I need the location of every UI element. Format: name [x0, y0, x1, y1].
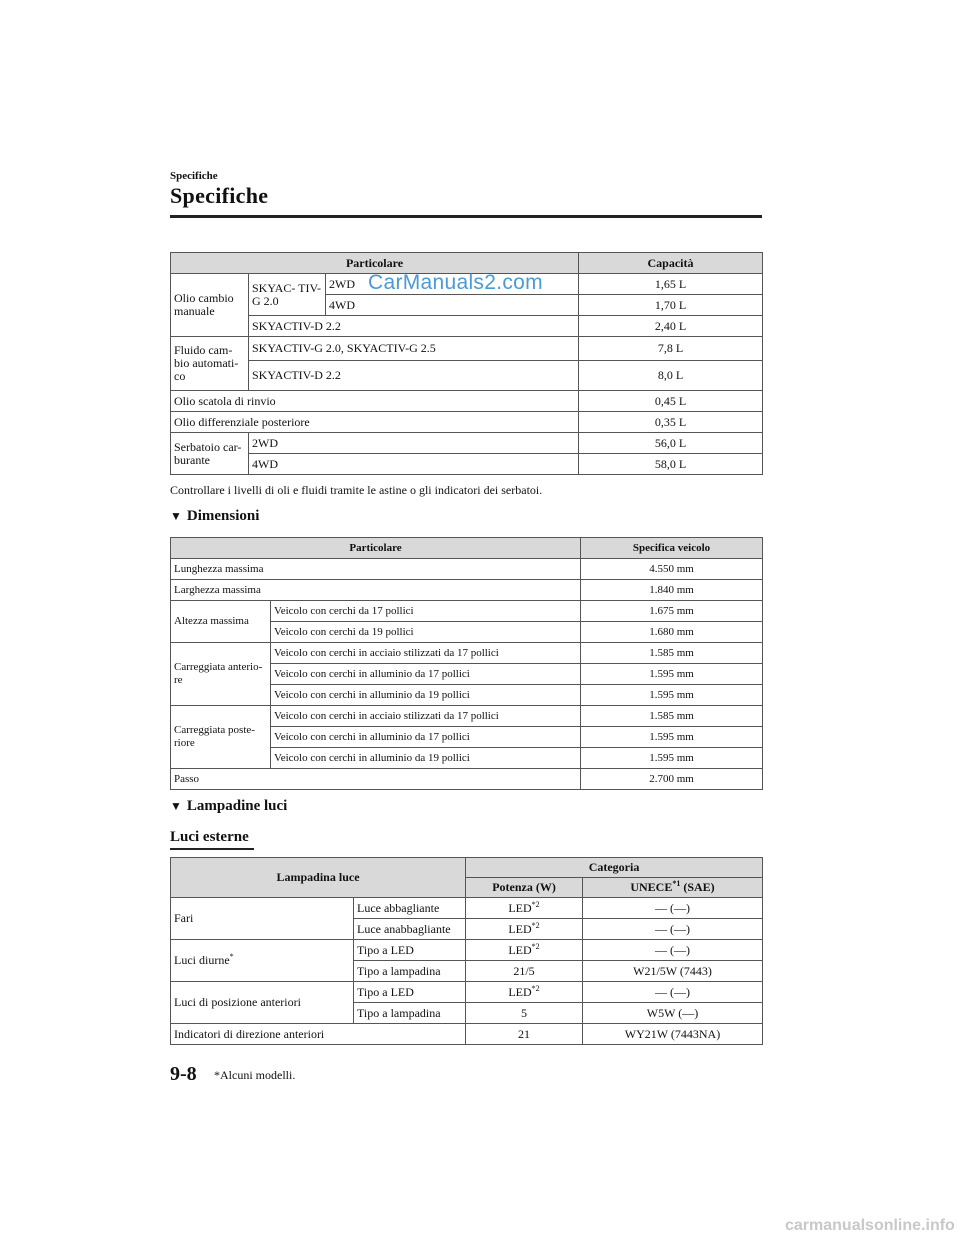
dimension-value: 1.595 mm	[581, 664, 763, 685]
table-row	[171, 412, 763, 433]
capacity-value: 1,70 L	[579, 295, 763, 316]
dimension-desc: Veicolo con cerchi in acciaio stilizzati da 17 pollici	[271, 643, 581, 664]
footnote-mark: *	[229, 952, 234, 961]
dimension-value: 1.585 mm	[581, 706, 763, 727]
fluids-note: Controllare i livelli di oli e fluidi tramite le astine o gli indicatori dei serbatoi.	[170, 483, 543, 497]
engine-label: SKYACTIV-D 2.2	[249, 316, 579, 337]
table-header-row	[171, 538, 763, 559]
table-row	[171, 940, 763, 961]
bulb-type: Tipo a lampadina	[354, 961, 466, 982]
table-row	[171, 316, 763, 337]
bulbs-heading	[170, 798, 287, 815]
bulb-power: 21	[466, 1024, 583, 1045]
dimension-desc: Veicolo con cerchi in alluminio da 17 pollici	[271, 727, 581, 748]
dimension-value: 1.840 mm	[581, 580, 763, 601]
dimension-value: 1.675 mm	[581, 601, 763, 622]
unece-label: UNECE	[630, 880, 673, 894]
dimension-desc: Veicolo con cerchi in alluminio da 17 pollici	[271, 664, 581, 685]
footnote-mark: *2	[531, 920, 540, 930]
table-row	[171, 580, 763, 601]
bulb-unece: — (—)	[583, 898, 763, 919]
dimensions-table	[170, 537, 763, 790]
table-row	[171, 643, 763, 664]
table-row	[171, 361, 763, 391]
exterior-lights-subheading: Luci esterne	[170, 829, 249, 845]
dimension-desc: Veicolo con cerchi in alluminio da 19 pollici	[271, 748, 581, 769]
footnote-mark: *2	[531, 899, 540, 909]
drive-label: 4WD	[326, 295, 579, 316]
header-unece	[583, 878, 763, 898]
dimensions-heading-text: Dimensioni	[186, 508, 260, 524]
title-divider	[170, 215, 762, 218]
engine-label: SKYAC- TIV-G 2.0	[249, 274, 326, 316]
table-header-row	[171, 858, 763, 878]
table-row	[171, 898, 763, 919]
triangle-down-icon: ▼	[170, 509, 182, 523]
power-value: LED	[508, 942, 532, 957]
bulb-power	[466, 898, 583, 919]
table-row	[171, 559, 763, 580]
dimension-label: Passo	[171, 769, 581, 790]
bulb-unece: — (—)	[583, 982, 763, 1003]
page-title: Specifiche	[170, 183, 269, 208]
bulb-type: Tipo a LED	[354, 982, 466, 1003]
capacity-value: 0,45 L	[579, 391, 763, 412]
header-particolare: Particolare	[171, 253, 579, 274]
table-row	[171, 454, 763, 475]
dimension-label: Altezza massima	[171, 601, 271, 643]
bulb-unece: — (—)	[583, 919, 763, 940]
footnote: *Alcuni modelli.	[214, 1068, 296, 1082]
bulb-power	[466, 940, 583, 961]
table-row	[171, 769, 763, 790]
dimension-value: 1.595 mm	[581, 748, 763, 769]
row-label-rear-diff: Olio differenziale posteriore	[171, 412, 579, 433]
bulb-type: Luce anabbagliante	[354, 919, 466, 940]
dimension-value: 1.680 mm	[581, 622, 763, 643]
header-power: Potenza (W)	[466, 878, 583, 898]
dimension-value: 1.585 mm	[581, 643, 763, 664]
bulb-power: 21/5	[466, 961, 583, 982]
site-watermark: carmanualsonline.info	[785, 1217, 955, 1234]
row-label-fuel-tank: Serbatoio car- burante	[171, 433, 249, 475]
dimension-value: 1.595 mm	[581, 727, 763, 748]
subheading-underline	[170, 848, 254, 850]
footnote-mark: *1	[672, 879, 681, 888]
bulbs-heading-text: Lampadine luci	[186, 798, 288, 814]
capacity-value: 7,8 L	[579, 337, 763, 361]
section-label: Specifiche	[170, 170, 218, 182]
bulb-unece: WY21W (7443NA)	[583, 1024, 763, 1045]
capacity-value: 8,0 L	[579, 361, 763, 391]
table-row	[171, 337, 763, 361]
bulb-unece: W5W (—)	[583, 1003, 763, 1024]
dimensions-heading	[170, 508, 259, 525]
capacity-value: 0,35 L	[579, 412, 763, 433]
bulb-power: 5	[466, 1003, 583, 1024]
table-row	[171, 982, 763, 1003]
power-value: LED	[508, 921, 532, 936]
footnote-mark: *2	[531, 983, 540, 993]
header-bulb: Lampadina luce	[171, 858, 466, 898]
capacity-value: 56,0 L	[579, 433, 763, 454]
dimension-label: Larghezza massima	[171, 580, 581, 601]
footnote-mark: *2	[531, 941, 540, 951]
table-row	[171, 601, 763, 622]
bulb-label	[171, 940, 354, 982]
capacity-value: 1,65 L	[579, 274, 763, 295]
dimension-value: 4.550 mm	[581, 559, 763, 580]
drive-label: 2WD	[249, 433, 579, 454]
engine-label: SKYACTIV-D 2.2	[249, 361, 579, 391]
bulbs-table	[170, 857, 763, 1045]
bulb-power	[466, 919, 583, 940]
dimension-desc: Veicolo con cerchi in alluminio da 19 pollici	[271, 685, 581, 706]
dimension-desc: Veicolo con cerchi da 17 pollici	[271, 601, 581, 622]
table-row	[171, 391, 763, 412]
bulb-unece: W21/5W (7443)	[583, 961, 763, 982]
bulb-label: Luci di posizione anteriori	[171, 982, 354, 1024]
row-label-manual-oil: Olio cambio manuale	[171, 274, 249, 337]
drive-label: 2WD	[326, 274, 579, 295]
header-specifica: Specifica veicolo	[581, 538, 763, 559]
header-capacita: Capacità	[579, 253, 763, 274]
table-row	[171, 433, 763, 454]
dimension-label: Lunghezza massima	[171, 559, 581, 580]
bulb-type: Luce abbagliante	[354, 898, 466, 919]
watermark-text: CarManuals2.com	[368, 271, 543, 294]
bulb-label-text: Luci diurne	[174, 953, 230, 967]
dimension-label: Carreggiata anterio- re	[171, 643, 271, 706]
table-row	[171, 1024, 763, 1045]
bulb-type: Tipo a lampadina	[354, 1003, 466, 1024]
bulb-label: Fari	[171, 898, 354, 940]
power-value: LED	[508, 984, 532, 999]
dimension-value: 2.700 mm	[581, 769, 763, 790]
triangle-down-icon: ▼	[170, 799, 182, 813]
header-particolare: Particolare	[171, 538, 581, 559]
drive-label: 4WD	[249, 454, 579, 475]
table-row	[171, 706, 763, 727]
bulb-unece: — (—)	[583, 940, 763, 961]
row-label-transfer: Olio scatola di rinvio	[171, 391, 579, 412]
dimension-label: Carreggiata poste- riore	[171, 706, 271, 769]
bulb-power	[466, 982, 583, 1003]
capacity-value: 2,40 L	[579, 316, 763, 337]
page-number: 9-8	[170, 1063, 197, 1085]
dimension-desc: Veicolo con cerchi in acciaio stilizzati da 17 pollici	[271, 706, 581, 727]
header-category: Categoria	[466, 858, 763, 878]
dimension-desc: Veicolo con cerchi da 19 pollici	[271, 622, 581, 643]
row-label-auto-fluid: Fluido cam- bio automati- co	[171, 337, 249, 391]
capacity-value: 58,0 L	[579, 454, 763, 475]
engine-label: SKYACTIV-G 2.0, SKYACTIV-G 2.5	[249, 337, 579, 361]
bulb-label: Indicatori di direzione anteriori	[171, 1024, 466, 1045]
bulb-type: Tipo a LED	[354, 940, 466, 961]
power-value: LED	[508, 900, 532, 915]
dimension-value: 1.595 mm	[581, 685, 763, 706]
sae-label: (SAE)	[680, 880, 715, 894]
